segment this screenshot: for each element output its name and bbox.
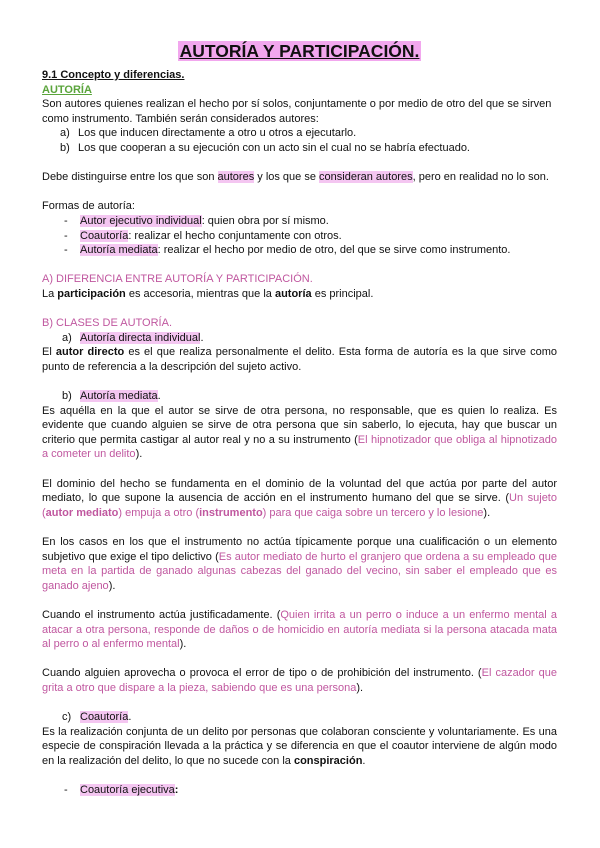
coautoria-ejecutiva-item: - Coautoría ejecutiva: — [64, 784, 179, 797]
section-a-paragraph: La participación es accesoria, mientras que la autoría es principal. — [42, 287, 374, 300]
subsection-b-paragraph-4: Cuando el instrumento actúa justificadamente. (Quien irrita a un perro o induce a un enfermo mental a atacar a otra persona, responde de daños o de homicidio en autoría mediata si la persona atacada mata al perro o al enfermo mental). — [42, 608, 557, 651]
section-a-heading: A) DIFERENCIA ENTRE AUTORÍA Y PARTICIPACIÓN. — [42, 273, 313, 286]
section-heading-9-1: 9.1 Concepto y diferencias. — [42, 69, 185, 81]
intro-item-a: a) Los que inducen directamente a otro u otros a ejecutarlo. — [60, 127, 357, 140]
subsection-b-paragraph-1: Es aquélla en la que el autor se sirve de otra persona, no responsable, que es quien lo realiza. Es evidente que cuando alguien se sirve de otra persona que sin saberlo, lo ejecuta, hay que buscar un criterio que permita castigar al autor real y no a su instrumento (El hipnotizador que obliga al hipnotizado a cometer un delito). — [42, 404, 557, 461]
formas-item: - Autor ejecutivo individual: quien obra por sí mismo. — [64, 214, 329, 227]
formas-item: - Autoría mediata: realizar el hecho por medio de otro, del que se sirve como instrumento. — [64, 244, 511, 257]
autoria-heading: AUTORÍA — [42, 83, 92, 96]
subsection-c-title: c) Coautoría. — [62, 711, 132, 724]
formas-heading: Formas de autoría: — [42, 200, 135, 213]
document-title: AUTORÍA Y PARTICIPACIÓN. — [179, 41, 420, 61]
document-page — [42, 40, 557, 798]
section-b-heading: B) CLASES DE AUTORÍA. — [42, 317, 173, 330]
subsection-c-paragraph: Es la realización conjunta de un delito por personas que colaboran consciente y voluntariamente. Es una especie de conspiración llevada a la práctica y se diferencia en que el coautor interviene de algún modo en la realización del delito, lo que no sucede con la conspiración. — [42, 725, 557, 767]
intro-paragraph: Son autores quienes realizan el hecho por sí solos, conjuntamente o por medio de otro del que se sirven como instrumento. También serán considerados autores: — [42, 98, 552, 125]
subsection-b-title: b) Autoría mediata. — [62, 390, 161, 403]
subsection-b-paragraph-2: El dominio del hecho se fundamenta en el dominio de la voluntad del que actúa por parte del autor mediato, lo que supone la ausencia de acción en el instrumento humano del que se sirve. (Un sujeto (autor mediato) empuja a otro (instrumento) para que caiga sobre un tercero y lo lesione). — [42, 477, 557, 519]
subsection-b-paragraph-5: Cuando alguien aprovecha o provoca el error de tipo o de prohibición del instrumento. (El cazador que grita a otro que dispare a la pieza, sabiendo que es una persona). — [42, 667, 557, 694]
distinguish-paragraph: Debe distinguirse entre los que son autores y los que se consideran autores, pero en realidad no lo son. — [42, 171, 549, 184]
subsection-a-paragraph: El autor directo es el que realiza personalmente el delito. Esta forma de autoría es la que sirve como punto de referencia a la descripción del sujeto activo. — [42, 346, 557, 373]
intro-item-b: b) Los que cooperan a su ejecución con un acto sin el cual no se habría efectuado. — [60, 141, 470, 154]
subsection-a-title: a) Autoría directa individual. — [62, 331, 204, 344]
formas-item: - Coautoría: realizar el hecho conjuntamente con otros. — [64, 229, 342, 242]
subsection-b-paragraph-3: En los casos en los que el instrumento no actúa típicamente porque una cualificación o un elemento subjetivo que exige el tipo delictivo (Es autor mediato de hurto el granjero que ordena a su empleado que meta en la partida de ganado algunas cabezas del ganado del vecino, sin saber el empleado que es ganado ajeno). — [42, 536, 557, 592]
